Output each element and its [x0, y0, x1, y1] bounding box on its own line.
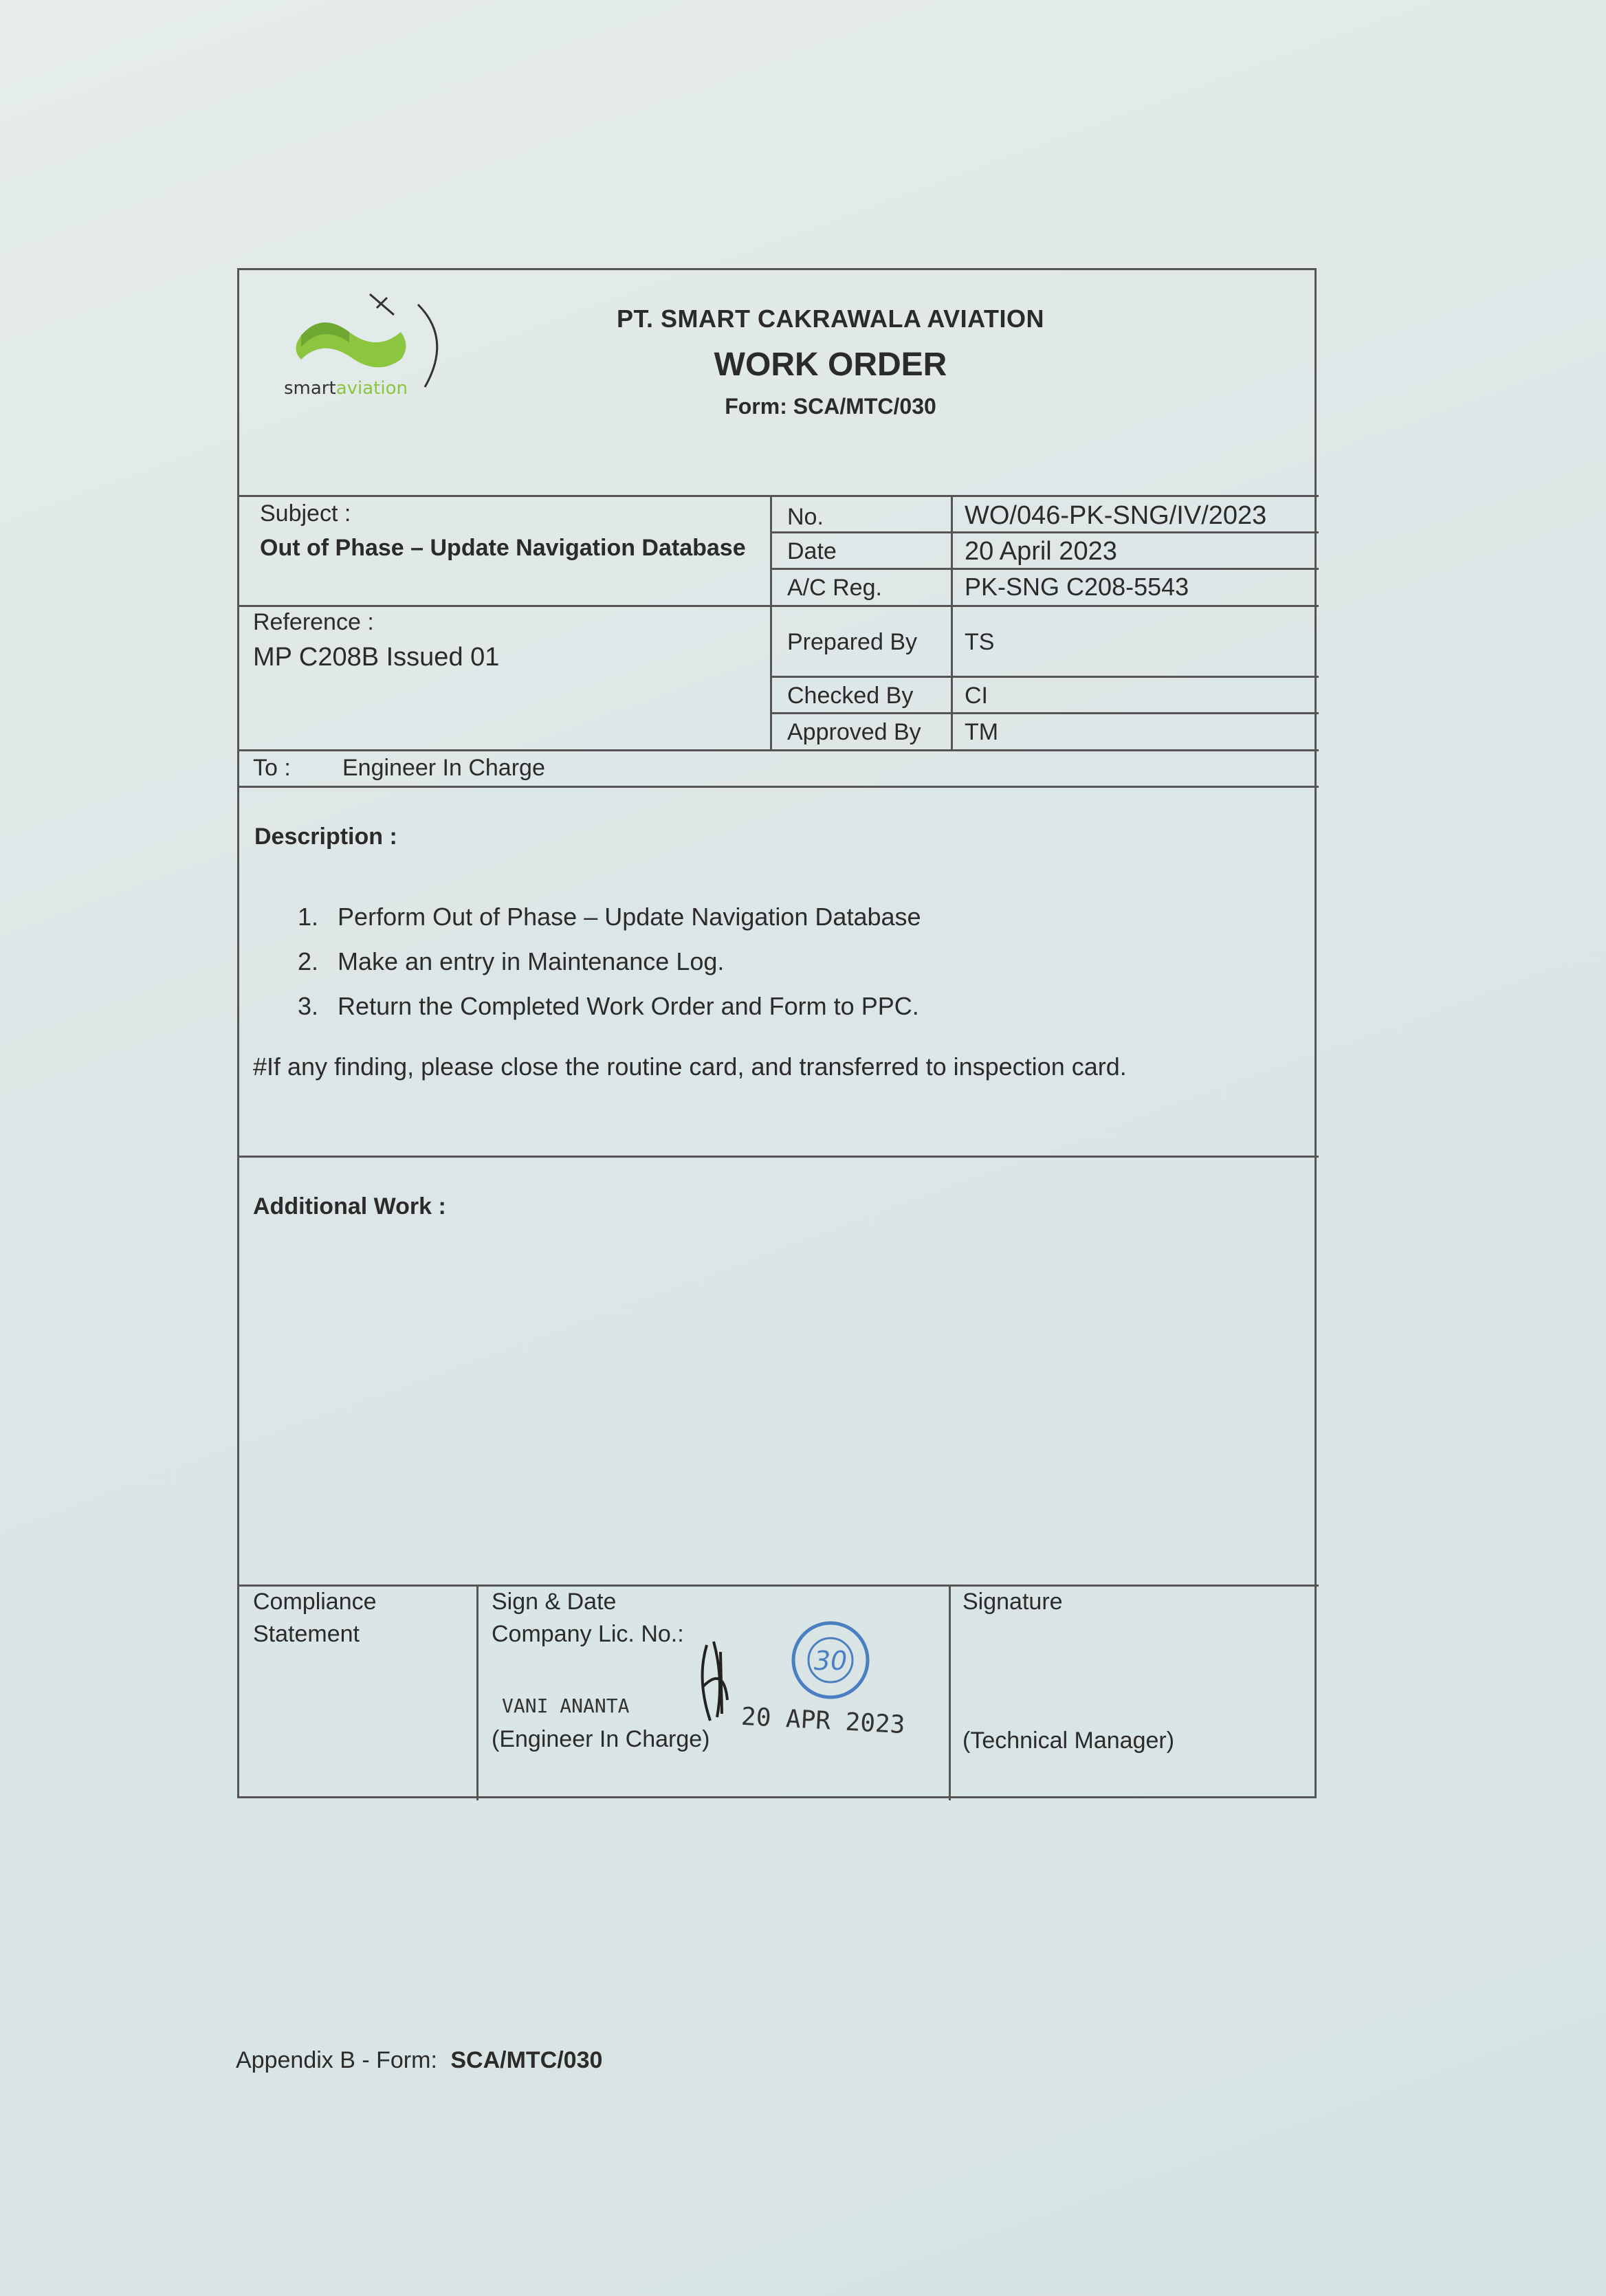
meta-label-checked-by: Checked By: [787, 683, 914, 709]
meta-value-checked-by: CI: [965, 683, 988, 709]
compliance-label-1: Compliance: [253, 1589, 377, 1615]
meta-value-approved-by: TM: [965, 719, 999, 745]
signature-label: Signature: [962, 1589, 1063, 1615]
divider: [770, 568, 1319, 570]
description-item-1: [298, 903, 921, 931]
item-number: 2.: [298, 947, 319, 975]
meta-value-date: 20 April 2023: [965, 537, 1117, 566]
footer-prefix: Appendix B - Form:: [236, 2047, 437, 2073]
divider: [239, 605, 1319, 607]
meta-value-ac-reg: PK-SNG C208-5543: [965, 573, 1189, 601]
divider: [949, 1585, 951, 1800]
additional-work-label: Additional Work :: [253, 1193, 446, 1219]
engineer-name: VANI ANANTA: [502, 1695, 630, 1717]
engineer-signature: [686, 1638, 748, 1727]
engineer-role: (Engineer In Charge): [492, 1726, 710, 1752]
description-note: #If any finding, please close the routine card, and transferred to inspection card.: [253, 1052, 1127, 1081]
divider: [239, 1585, 1319, 1587]
meta-value-prepared-by: TS: [965, 629, 995, 655]
footer-code: SCA/MTC/030: [450, 2047, 603, 2073]
reference-value: MP C208B Issued 01: [253, 643, 500, 672]
description-item-2: [298, 947, 724, 976]
divider: [770, 531, 1319, 533]
handwritten-date: 20 APR 2023: [740, 1702, 906, 1740]
company-stamp: [789, 1619, 872, 1701]
sign-date-label: Sign & Date: [492, 1589, 617, 1615]
work-order-form: [237, 268, 1317, 1798]
item-text: Perform Out of Phase – Update Navigation Database: [338, 903, 921, 931]
divider: [770, 676, 1319, 678]
divider: [239, 1156, 1319, 1158]
form-code: Form: SCA/MTC/030: [725, 394, 936, 419]
divider: [239, 786, 1319, 788]
item-number: 1.: [298, 903, 319, 931]
subject-value: Out of Phase – Update Navigation Database: [260, 535, 746, 561]
meta-label-approved-by: Approved By: [787, 719, 921, 745]
subject-label: Subject :: [260, 500, 351, 527]
stamp-number: 30: [813, 1646, 848, 1676]
description-label: Description :: [254, 824, 397, 850]
company-license-label: Company Lic. No.:: [492, 1621, 684, 1647]
meta-label-date: Date: [787, 538, 837, 564]
appendix-footer: [236, 2047, 602, 2074]
to-label: To :: [253, 755, 291, 781]
company-name: PT. SMART CAKRAWALA AVIATION: [617, 305, 1044, 333]
reference-label: Reference :: [253, 609, 374, 635]
divider: [476, 1585, 478, 1800]
meta-value-no: WO/046-PK-SNG/IV/2023: [965, 501, 1267, 530]
compliance-label-2: Statement: [253, 1621, 360, 1647]
technical-manager-role: (Technical Manager): [962, 1727, 1175, 1754]
item-number: 3.: [298, 992, 319, 1020]
meta-label-no: No.: [787, 504, 824, 530]
page-title: WORK ORDER: [714, 346, 947, 383]
divider: [239, 749, 1319, 751]
item-text: Make an entry in Maintenance Log.: [338, 947, 725, 975]
description-item-3: [298, 992, 919, 1021]
logo-text: smartaviation: [284, 378, 408, 399]
meta-label-ac-reg: A/C Reg.: [787, 575, 882, 601]
item-text: Return the Completed Work Order and Form to PPC.: [338, 992, 919, 1020]
divider: [239, 495, 1319, 497]
divider: [770, 712, 1319, 714]
meta-label-prepared-by: Prepared By: [787, 629, 917, 655]
to-value: Engineer In Charge: [342, 755, 545, 781]
